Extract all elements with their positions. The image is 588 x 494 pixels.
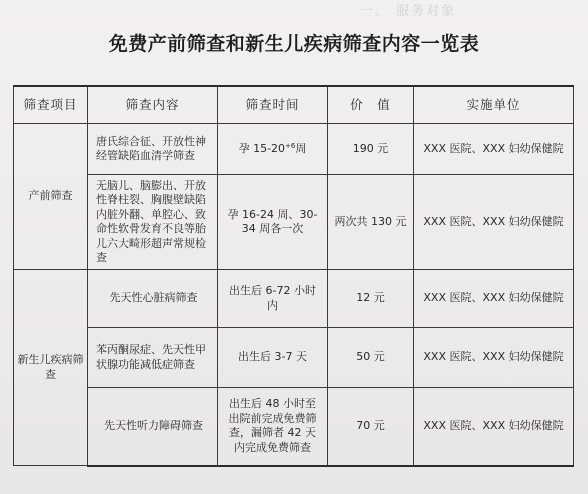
table-row (14, 388, 574, 466)
content-cell: 无脑儿、脑膨出、开放性脊柱裂、胸腹壁缺陷内脏外翻、单腔心、致命性软骨发育不良等胎儿六大畸形超声常规检查 (88, 175, 218, 270)
unit-cell: XXX 医院、XXX 妇幼保健院 (414, 388, 574, 466)
unit-cell: XXX 医院、XXX 妇幼保健院 (414, 124, 574, 175)
header-content: 筛查内容 (88, 86, 218, 124)
unit-cell: XXX 医院、XXX 妇幼保健院 (414, 270, 574, 328)
content-cell: 先天性听力障碍筛查 (88, 388, 218, 466)
time-cell: 出生后 48 小时至出院前完成免费筛查，漏筛者 42 天内完成免费筛查 (218, 388, 328, 466)
header-category: 筛查项目 (14, 86, 88, 124)
unit-cell: XXX 医院、XXX 妇幼保健院 (414, 328, 574, 388)
bleed-through-heading: 一、 服务对象 (360, 4, 457, 19)
time-cell: 出生后 6-72 小时内 (218, 270, 328, 328)
table-header-row (14, 86, 574, 124)
price-cell: 50 元 (328, 328, 414, 388)
time-tail: 周 (295, 141, 307, 155)
category-prenatal: 产前筛查 (14, 124, 88, 270)
screening-table (13, 85, 574, 467)
header-time: 筛查时间 (218, 86, 328, 124)
table-row (14, 175, 574, 270)
table-row (14, 328, 574, 388)
content-cell: 唐氏综合征、开放性神经管缺陷血清学筛查 (88, 124, 218, 175)
table-row (14, 270, 574, 328)
header-unit: 实施单位 (414, 86, 574, 124)
table-row (14, 124, 574, 175)
unit-cell: XXX 医院、XXX 妇幼保健院 (414, 175, 574, 270)
time-cell: 孕 16-24 周、30-34 周各一次 (218, 175, 328, 270)
content-cell: 苯丙酮尿症、先天性甲状腺功能减低症筛查 (88, 328, 218, 388)
time-main: 孕 15-20 (238, 141, 286, 155)
price-cell: 12 元 (328, 270, 414, 328)
category-newborn: 新生儿疾病筛查 (14, 270, 88, 466)
price-cell: 两次共 130 元 (328, 175, 414, 270)
content-cell: 先天性心脏病筛查 (88, 270, 218, 328)
price-cell: 70 元 (328, 388, 414, 466)
header-price: 价 值 (328, 86, 414, 124)
price-cell: 190 元 (328, 124, 414, 175)
time-cell: 出生后 3-7 天 (218, 328, 328, 388)
time-cell (218, 124, 328, 175)
document-title: 免费产前筛查和新生儿疾病筛查内容一览表 (108, 33, 480, 55)
time-superscript: +6 (285, 141, 296, 150)
